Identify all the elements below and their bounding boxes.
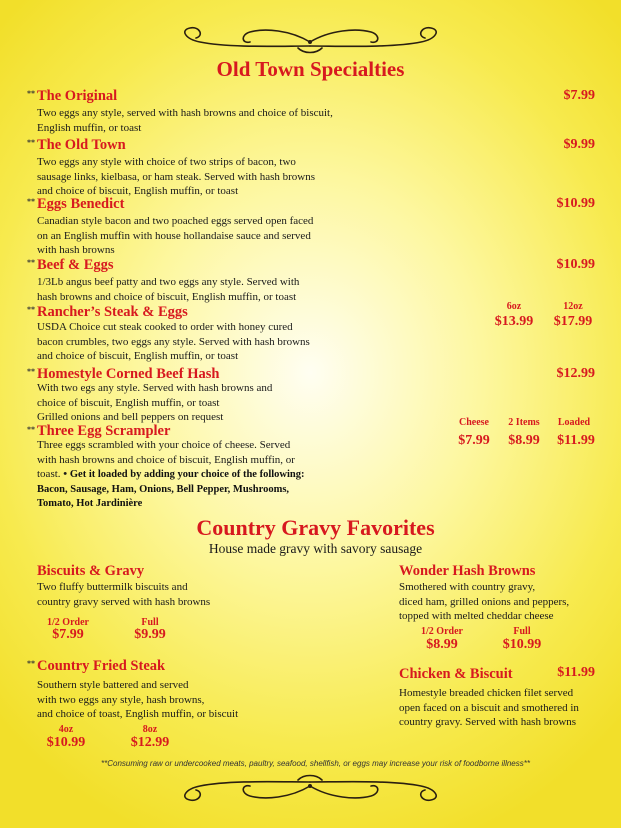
option-price: $8.99 [508, 433, 540, 448]
desc-line: USDA Choice cut steak cooked to order with honey cured [37, 321, 293, 333]
desc-line: With two egs any style. Served with hash browns and [37, 382, 273, 394]
option-price: $8.99 [426, 637, 458, 652]
loaded-options: Bacon, Sausage, Ham, Onions, Bell Pepper, Mushrooms, [37, 483, 290, 495]
item-description [37, 214, 437, 258]
item-name: Wonder Hash Browns [399, 563, 536, 579]
option-label: 2 Items [508, 417, 540, 428]
option-label: Cheese [459, 417, 489, 428]
item-price: $10.99 [556, 257, 595, 272]
desc-line: English muffin, or toast [37, 121, 142, 134]
desc-line: choice of biscuit, English muffin, or toast [37, 396, 220, 409]
star-marker: ** [27, 305, 35, 314]
desc-line: Two fluffy buttermilk biscuits and [37, 581, 188, 593]
option-label: Full [141, 617, 159, 628]
item-name: Biscuits & Gravy [37, 563, 145, 579]
top-flourish-icon [170, 18, 451, 58]
item-description [37, 155, 437, 199]
item-description [399, 580, 614, 624]
item-price: $11.99 [557, 665, 595, 680]
desc-line: Homestyle breaded chicken filet served [399, 687, 574, 699]
desc-line: Smothered with country gravy, [399, 581, 536, 593]
desc-line: with two eggs any style, hash browns, [37, 693, 205, 706]
option-price: $10.99 [502, 637, 542, 652]
option-label: 1/2 Order [47, 617, 89, 628]
desc-line: on an English muffin with house hollandaise sauce and served [37, 229, 311, 242]
desc-line: with hash browns and choice of biscuit, English muffin, or [37, 453, 295, 466]
loaded-note: Get it loaded by adding your choice of the following: [69, 469, 305, 480]
desc-line: Canadian style bacon and two poached eggs served open faced [37, 215, 314, 227]
desc-line: Southern style battered and served [37, 679, 189, 691]
bullet-icon: • [63, 468, 68, 480]
option-price: $7.99 [52, 627, 84, 642]
option-label: Full [513, 626, 531, 637]
desc-line: and choice of biscuit, English muffin, or toast [37, 185, 239, 197]
desc-line: Three eggs scrambled with your choice of cheese. Served [37, 439, 291, 451]
foodborne-disclaimer: **Consuming raw or undercooked meats, paultry, seafood, shellfish, or eggs may increase your risk of foodborne illness** [101, 759, 530, 768]
loaded-options: Tomato, Hot Jardinière [37, 498, 143, 509]
desc-line: sausage links, kielbasa, or ham steak. Served with hash browns [37, 170, 315, 183]
item-name: Homestyle Corned Beef Hash [37, 366, 220, 382]
option-price: $17.99 [553, 314, 593, 329]
star-marker: ** [27, 89, 35, 98]
item-name: Rancher’s Steak & Eggs [37, 304, 188, 320]
desc-line: diced ham, grilled onions and peppers, [399, 595, 570, 608]
desc-line: open faced on a biscuit and smothered in [399, 701, 579, 714]
option-label: 4oz [58, 724, 74, 735]
desc-line-end: toast. [37, 468, 61, 480]
bottom-flourish-icon [170, 770, 451, 810]
option-label: 8oz [142, 724, 158, 735]
item-name: Beef & Eggs [37, 257, 114, 273]
item-name: Chicken & Biscuit [399, 666, 513, 682]
desc-line: Two eggs any style, served with hash browns and choice of biscuit, [37, 107, 333, 119]
item-price: $9.99 [563, 137, 595, 152]
star-marker: ** [27, 425, 35, 434]
option-price: $10.99 [46, 735, 86, 750]
desc-line: topped with melted cheddar cheese [399, 610, 554, 622]
desc-line: country gravy served with hash browns [37, 595, 211, 608]
desc-line: 1/3Lb angus beef patty and two eggs any style. Served with [37, 276, 300, 288]
desc-line: hash browns and choice of biscuit, English muffin, or toast [37, 290, 297, 303]
desc-line: and choice of toast, English muffin, or biscuit [37, 708, 239, 720]
item-name: Country Fried Steak [37, 658, 166, 674]
item-price: $12.99 [556, 366, 595, 381]
specialties-title: Old Town Specialties [216, 57, 405, 81]
option-label: Loaded [557, 417, 591, 428]
item-description [399, 686, 614, 730]
item-name: The Old Town [37, 137, 126, 153]
star-marker: ** [27, 197, 35, 206]
option-label: 6oz [506, 301, 522, 312]
item-description [37, 106, 437, 135]
option-price: $13.99 [494, 314, 534, 329]
star-marker: ** [27, 258, 35, 267]
item-description [37, 275, 437, 304]
item-name: The Original [37, 88, 118, 104]
item-description [37, 320, 437, 364]
item-description [37, 381, 437, 425]
desc-line: Two eggs any style with choice of two strips of bacon, two [37, 156, 296, 168]
option-price: $9.99 [134, 627, 166, 642]
item-description [37, 678, 317, 722]
desc-line: country gravy. Served with hash browns [399, 716, 577, 728]
option-price: $11.99 [557, 433, 595, 448]
desc-line: Grilled onions and bell peppers on request [37, 411, 224, 423]
item-price: $10.99 [556, 196, 595, 211]
desc-line: and choice of biscuit, English muffin, or toast [37, 350, 239, 362]
star-marker: ** [27, 367, 35, 376]
option-label: 12oz [563, 301, 583, 312]
item-name: Eggs Benedict [37, 196, 125, 212]
gravy-subtitle: House made gravy with savory sausage [208, 541, 423, 556]
star-marker: ** [27, 659, 35, 668]
gravy-title: Country Gravy Favorites [196, 515, 435, 540]
option-price: $12.99 [130, 735, 170, 750]
option-label: 1/2 Order [421, 626, 463, 637]
item-price: $7.99 [563, 88, 595, 103]
item-description [37, 580, 297, 609]
desc-line [37, 467, 457, 483]
desc-line: bacon crumbles, two eggs any style. Served with hash browns [37, 335, 310, 348]
item-name: Three Egg Scrampler [37, 423, 171, 439]
option-price: $7.99 [458, 433, 490, 448]
desc-line: with hash browns [37, 244, 115, 256]
star-marker: ** [27, 138, 35, 147]
item-description [37, 438, 457, 512]
